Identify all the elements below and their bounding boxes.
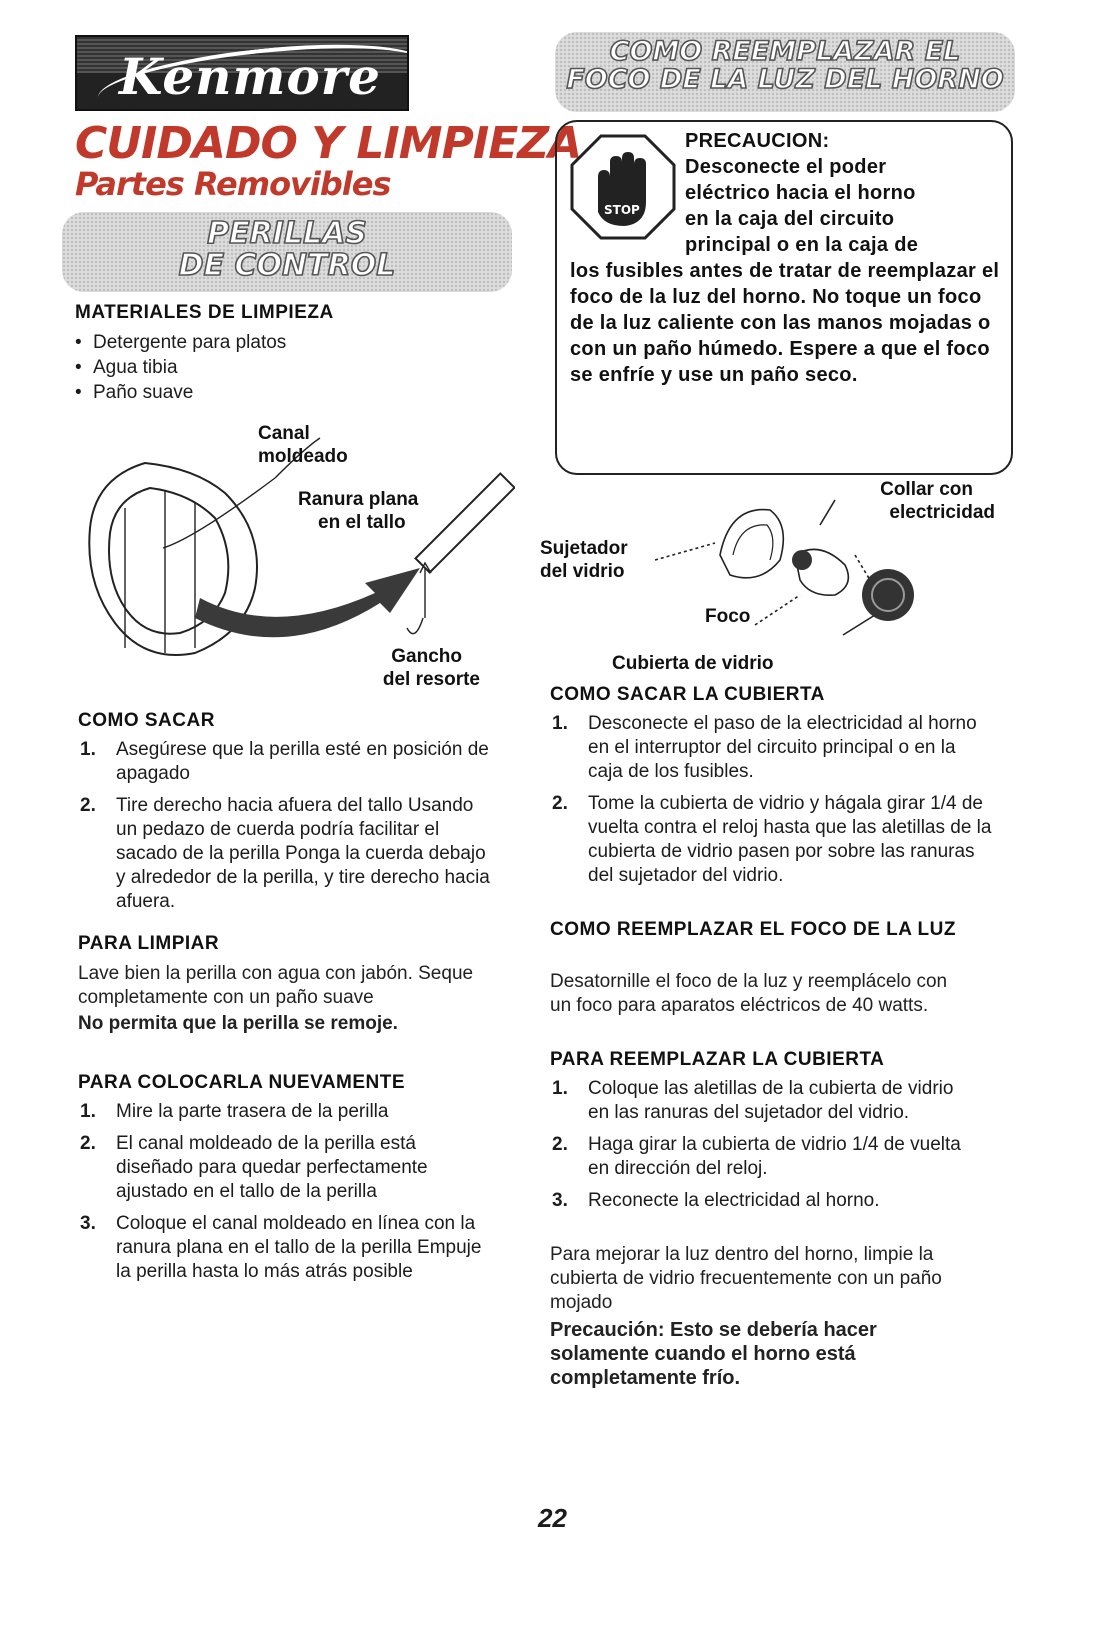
banner-line-2: DE CONTROL (178, 247, 396, 283)
sacar-cubierta-heading: COMO SACAR LA CUBIERTA (550, 684, 825, 705)
para-limpiar-text: Lave bien la perilla con agua con jabón. Seque completamente con un paño suave (78, 963, 474, 1008)
list-item: 1. Mire la parte trasera de la perilla (80, 1101, 389, 1122)
colocarla-heading: PARA COLOCARLA NUEVAMENTE (78, 1072, 406, 1093)
precaucion-final: Precaución: Esto se debería hacer solamente cuando el horno está completamente frío. (550, 1319, 877, 1389)
section-banner-perillas (62, 212, 512, 292)
section-banner-foco (555, 32, 1015, 112)
list-item: 1. Asegúrese que la perilla esté en posición de apagado (80, 739, 489, 784)
colocarla-steps (78, 1100, 498, 1292)
para-limpiar-heading: PARA LIMPIAR (78, 933, 220, 954)
list-item: 2. Tire derecho hacia afuera del tallo Usando un pedazo de cuerda podría facilitar el sacado de la perilla Ponga la cuerda debajo y alrededor de la perilla, y tire derecho hacia afuera. (80, 795, 490, 912)
list-item: • Agua tibia (75, 355, 495, 380)
label-gancho-resorte: Gancho del resorte (382, 646, 480, 690)
page-number: 22 (538, 1503, 567, 1533)
como-sacar-steps (78, 738, 498, 922)
para-limpiar-warning: No permita que la perilla se remoje. (78, 1013, 398, 1034)
label-foco: Foco (705, 606, 751, 627)
banner-line-2: FOCO DE LA LUZ DEL HORNO (566, 64, 1004, 96)
list-item: 3. Reconecte la electricidad al horno. (552, 1190, 880, 1211)
page-subtitle: Partes Removibles (75, 165, 391, 203)
materials-list (75, 330, 495, 405)
reemplazar-foco-text: Desatornille el foco de la luz y reemplácelo con un foco para aparatos eléctricos de 40 watts. (550, 971, 948, 1016)
list-item: 3. Coloque el canal moldeado en línea con la ranura plana en el tallo de la perilla Empuje la perilla hasta lo más atrás posible (80, 1213, 482, 1282)
list-item: • Detergente para platos (75, 330, 495, 355)
reemplazar-foco-heading: COMO REEMPLAZAR EL FOCO DE LA LUZ (550, 919, 956, 940)
page-title: CUIDADO Y LIMPIEZA (75, 118, 582, 169)
caution-heading: PRECAUCION: (685, 130, 830, 152)
mejorar-luz-text: Para mejorar la luz dentro del horno, limpie la cubierta de vidrio frecuentemente con un paño mojado (550, 1244, 942, 1313)
label-collar: Collar con electricidad (880, 479, 995, 523)
label-ranura-plana: Ranura plana en el tallo (298, 489, 419, 533)
brand-name: Kenmore (119, 47, 381, 106)
sacar-cubierta-steps (550, 712, 995, 896)
reemplazar-cubierta-heading: PARA REEMPLAZAR LA CUBIERTA (550, 1049, 885, 1070)
list-item: 2. El canal moldeado de la perilla está diseñado para quedar perfectamente ajustado en el tallo de la perilla (80, 1133, 428, 1202)
label-sujetador: Sujetador del vidrio (540, 538, 628, 582)
list-item: • Paño suave (75, 380, 495, 405)
list-item: 2. Haga girar la cubierta de vidrio 1/4 de vuelta en dirección del reloj. (552, 1134, 961, 1179)
banner-line-1: PERILLAS (207, 216, 367, 251)
label-cubierta: Cubierta de vidrio (612, 653, 774, 674)
stop-label: STOP (604, 203, 640, 217)
materials-heading: MATERIALES DE LIMPIEZA (75, 302, 334, 323)
reemplazar-cubierta-steps (550, 1077, 970, 1221)
kenmore-logo (75, 35, 409, 111)
list-item: 2. Tome la cubierta de vidrio y hágala girar 1/4 de vuelta contra el reloj hasta que las aletillas de la cubierta de vidrio pasen por sobre las ranuras del sujetador del vidrio. (552, 793, 992, 886)
label-canal-moldeado: Canal moldeado (258, 423, 348, 467)
como-sacar-heading: COMO SACAR (78, 710, 215, 731)
caution-text: PRECAUCION: Desconecte el poder eléctrico hacia el horno en la caja del circuito principal o en la caja de los fusibles antes de tratar de reemplazar el foco de la luz del horno. No toque un foco de la luz caliente con las manos mojadas o con un paño húmedo. Espere a que el foco se enfríe y use un paño seco. (570, 128, 1010, 388)
banner-line-1: COMO REEMPLAZAR EL (609, 36, 961, 67)
list-item: 1. Coloque las aletillas de la cubierta de vidrio en las ranuras del sujetador del vidrio. (552, 1078, 954, 1123)
list-item: 1. Desconecte el paso de la electricidad al horno en el interruptor del circuito principal o en la caja de los fusibles. (552, 713, 977, 782)
